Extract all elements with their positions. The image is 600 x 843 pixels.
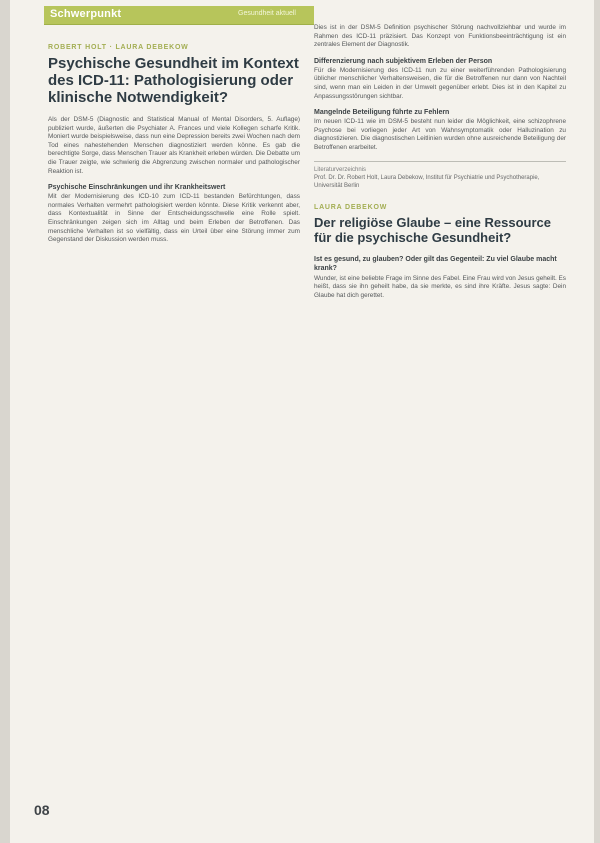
article-subhead-3: Mangelnde Beteiligung führte zu Fehlern [314, 109, 450, 117]
source-text: Prof. Dr. Dr. Robert Holt, Laura Debekow, Institut für Psychiatrie und Psychotherapie, Universität Berlin [314, 174, 540, 189]
section-header-label: Schwerpunkt [50, 8, 122, 20]
article-subhead-2: Differenzierung nach subjektivem Erleben der Person [314, 57, 493, 65]
article2-subtitle: Ist es gesund, zu glauben? Oder gilt das Gegenteil: Zu viel Glaube macht krank? [314, 255, 557, 272]
article-subhead-1: Psychische Einschränkungen und ihr Krankheitswert [48, 184, 226, 192]
article-intro: Als der DSM-5 (Diagnostic and Statistical Manual of Mental Disorders, 5. Auflage) publiziert wurde, äußerten die Psychiater A. Frances und viele Kollegen scharfe Kritik. Moniert wurde beispielsweise, dass nun eine Depression bereits zwei Wochen nach dem Tod eines nahestehenden Menschen diagnostiziert werden könne. Es gab die berechtigte Sorge, dass Menschen Trauer als Krankheit erleben würden. Die Debatte um die Trauer zeigte, wie schwierig die Abgrenzung zwischen normaler und pathologischer Reaktion ist. [48, 116, 300, 175]
right-column [314, 24, 566, 300]
article-body-2: Für die Modernisierung des ICD-11 nun zu einer weiterführenden Pathologisierung üblicher menschlicher Verhaltensweisen, die für die Betroffenen nur dann von Nachteil sind, wenn man ein Leiden in der Umwelt gegenüber erlebt. Dies ist in den Kapitel zu Anpassungsstörungen sichtbar. [314, 66, 566, 100]
section-header-bar [44, 6, 314, 25]
article-title: Psychische Gesundheit im Kontext des ICD-11: Pathologisierung oder klinische Notwendigkeit? [48, 55, 299, 106]
article-body-1: Mit der Modernisierung des ICD-10 zum ICD-11 bestanden Befürchtungen, dass normales Verhalten vermehrt pathologisiert werden könnte. Diese Kritik verkennt aber, dass Kontextualität in Sinne der Entscheidungsschwelle eine Rolle spielt. Einschränkungen zeigen sich im Alltag und beim Erleben der Betroffenen. Das menschliche Verhalten ist so vielfältig, dass ein Urteil über eine Störung immer zum Gegenstand der Diskussion werden muss. [48, 193, 300, 244]
section-header-tag: Gesundheit aktuell [238, 10, 296, 17]
article2-title: Der religiöse Glaube – eine Ressource für die psychische Gesundheit? [314, 214, 551, 245]
left-column [48, 30, 300, 245]
article-body-3: Im neuen ICD-11 wie im DSM-5 besteht nun leider die Möglichkeit, eine schizophrene Psychose bei vorliegen jeder Art von Wahnsymptomatik oder Halluzination zu diagnostizieren. Die diagnostischen Leitlinien wurden ohne ausreichende Beteiligung der Betroffenen erarbeitet. [314, 118, 566, 151]
article-col2-text: Dies ist in der DSM-5 Definition psychischer Störung nachvollziehbar und wurde im Rahmen des ICD-11 präzisiert. Das Konzept von Funktionsbeeinträchtigung ist ein zentrales Element der Diagnostik. [314, 24, 566, 49]
magazine-page [10, 0, 594, 843]
source-box [314, 161, 566, 190]
article2-author-label: LAURA DEBEKOW [314, 203, 388, 211]
article2-body: Wunder, ist eine beliebte Frage im Sinne des Fabel. Eine Frau wird von Jesus geheilt. Es heißt, dass sie ihn geheilt habe, da sie merkte, es sind ihre Kräfte. Jesus sagte: Dein Glaube hat dich gerettet. [314, 274, 566, 299]
article-authors: ROBERT HOLT · LAURA DEBEKOW [48, 44, 189, 51]
page-number: 08 [34, 802, 50, 818]
source-label: Literaturverzeichnis [314, 166, 367, 173]
